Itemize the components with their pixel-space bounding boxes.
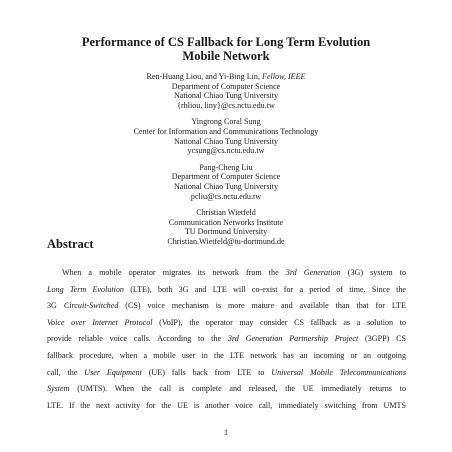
- abstract-text: provide reliable voice calls. According to the: [47, 334, 228, 344]
- abstract-line: [47, 298, 406, 315]
- abstract-body: [47, 265, 406, 414]
- author-university: TU Dortmund University: [184, 227, 268, 237]
- abstract-text: When a mobile operator migrates its network from the: [62, 268, 286, 277]
- abstract-line: [47, 381, 406, 398]
- abstract-term: 3rd Generation: [285, 268, 341, 277]
- author-title: Fellow, IEEE: [262, 72, 306, 81]
- author-names: Pang-Cheng Liu: [199, 162, 253, 172]
- author-names: Yingrong Coral Sung: [191, 117, 261, 127]
- abstract-term: 3rd Generation Partnership Project: [227, 334, 359, 344]
- abstract-line: [47, 282, 406, 299]
- author-names: Christian Wietfeld: [196, 208, 256, 218]
- title-line-1: Performance of CS Fallback for Long Term Evolution: [81, 35, 371, 49]
- abstract-text: (CS) voice mechanism is more mature and available than that for LTE: [118, 301, 407, 311]
- author-university: National Chiao Tung University: [173, 136, 279, 146]
- author-department: Center for Information and Communications Technology: [133, 126, 319, 136]
- author-university: National Chiao Tung University: [173, 181, 279, 191]
- abstract-line: [47, 265, 406, 282]
- abstract-text: (3G) system to: [340, 268, 406, 277]
- abstract-text: 3G: [47, 301, 64, 311]
- page-number: 1: [223, 428, 229, 437]
- abstract-term: Circuit-Switched: [63, 301, 119, 311]
- abstract-text: fallback procedure, when a mobile user in the LTE network has an incoming or an outgoing: [47, 350, 406, 360]
- abstract-term: Universal Mobile Telecommunications: [271, 367, 407, 377]
- author-email: pcliu@cs.nctu.edu.tw: [190, 191, 262, 201]
- abstract-text: (UMTS). When the call is complete and released, the UE immediately returns to: [69, 384, 406, 394]
- abstract-text: (3GPP) CS: [358, 334, 407, 344]
- author-block: [0, 72, 452, 110]
- abstract-term: Voice over Internet Protocol: [47, 317, 153, 327]
- author-department: Department of Computer Science: [171, 81, 281, 91]
- abstract-line: [47, 315, 406, 332]
- abstract-line: [47, 331, 406, 348]
- abstract-line: [47, 365, 406, 382]
- abstract-heading: Abstract: [47, 237, 94, 251]
- abstract-term: System: [47, 384, 70, 394]
- author-block: [0, 117, 452, 155]
- author-block: [0, 163, 452, 201]
- abstract-text: (VoIP), the operator may consider CS fallback as a solution to: [152, 317, 407, 327]
- author-email: Christian.Wietfeld@tu-dortmund.de: [167, 236, 285, 246]
- author-list: [0, 72, 452, 247]
- title-line-2: Mobile Network: [182, 49, 270, 63]
- abstract-line: [47, 398, 406, 415]
- author-email: ycsung@cs.nctu.edu.tw: [187, 146, 265, 156]
- abstract-text: (UE) falls back from LTE to: [141, 367, 272, 377]
- author-university: National Chiao Tung University: [173, 91, 279, 101]
- author-email: {rhliou, liny}@cs.nctu.edu.tw: [177, 100, 275, 110]
- abstract-text: LTE. If the next activity for the UE is another voice call, immediately switching from UMTS: [47, 400, 406, 410]
- author-department: Communication Networks Institute: [168, 217, 284, 227]
- abstract-text: (LTE), both 3G and LTE will co-exist for a period of time. Since the: [123, 284, 406, 294]
- author-department: Department of Computer Science: [171, 172, 281, 182]
- author-names: Ren-Huang Liou, and Yi-Bing Lin, Fellow, IEEE: [146, 72, 306, 81]
- abstract-term: Long Term Evolution: [47, 284, 124, 294]
- abstract-line: [47, 348, 406, 365]
- abstract-term: User Equipment: [84, 367, 142, 377]
- paper-title: [0, 35, 452, 63]
- abstract-text: call, the: [47, 367, 85, 377]
